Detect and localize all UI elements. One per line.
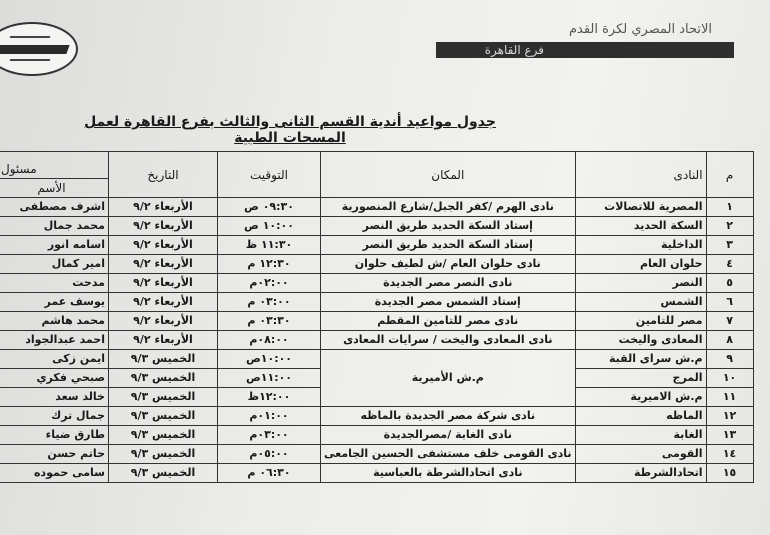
- responsible-name-cell: اسامه انور: [0, 236, 109, 255]
- venue-cell: إستاد السكة الحديد طريق النصر: [321, 236, 576, 255]
- row-number: ١٠: [706, 369, 753, 388]
- row-number: ٤: [706, 255, 753, 274]
- time-cell: ٠٩:٣٠ ص: [218, 198, 321, 217]
- date-cell: الأربعاء ٩/٢: [109, 331, 218, 350]
- time-cell: ١٢:٣٠ م: [218, 255, 321, 274]
- table-row: [0, 331, 753, 350]
- venue-cell: نادى الهرم /كفر الجبل/شارع المنصورية: [321, 198, 576, 217]
- row-number: ٧: [706, 312, 753, 331]
- responsible-name-cell: يوسف عمر: [0, 293, 109, 312]
- club-cell: القومى: [575, 445, 706, 464]
- venue-cell: نادى النصر مصر الجديدة: [321, 274, 576, 293]
- date-cell: الأربعاء ٩/٢: [109, 198, 218, 217]
- date-cell: الخميس ٩/٣: [109, 464, 218, 483]
- table-row: [0, 217, 753, 236]
- date-cell: الخميس ٩/٣: [109, 369, 218, 388]
- date-cell: الخميس ٩/٣: [109, 445, 218, 464]
- time-cell: ١٢:٠٠ظ: [218, 388, 321, 407]
- venue-cell: نادى مصر للتامين المقطم: [321, 312, 576, 331]
- time-cell: ٠٥:٠٠م: [218, 445, 321, 464]
- club-cell: اتحادالشرطة: [575, 464, 706, 483]
- club-cell: حلوان العام: [575, 255, 706, 274]
- venue-cell: م.ش الأميرية: [321, 350, 576, 407]
- time-cell: ٠٣:٠٠م: [218, 426, 321, 445]
- responsible-name-cell: ايمن زكى: [0, 350, 109, 369]
- table-row: [0, 407, 753, 426]
- table-row: [0, 464, 753, 483]
- row-number: ١١: [706, 388, 753, 407]
- time-cell: ٠٢:٠٠م: [218, 274, 321, 293]
- table-row: [0, 312, 753, 331]
- club-cell: م.ش الاميرية: [575, 388, 706, 407]
- club-cell: م.ش سراى القبة: [575, 350, 706, 369]
- venue-cell: نادى اتحادالشرطة بالعباسية: [321, 464, 576, 483]
- date-cell: الأربعاء ٩/٢: [109, 217, 218, 236]
- column-header-responsible: مسئول: [0, 152, 109, 179]
- table-row: [0, 445, 753, 464]
- responsible-name-cell: صبحي فكري: [0, 369, 109, 388]
- venue-cell: نادى القومى خلف مستشفى الحسين الجامعى: [321, 445, 576, 464]
- venue-cell: إستاد الشمس مصر الجديدة: [321, 293, 576, 312]
- date-cell: الأربعاء ٩/٢: [109, 293, 218, 312]
- club-cell: الغابة: [575, 426, 706, 445]
- column-header-club: النادى: [575, 152, 706, 198]
- federation-logo: [0, 22, 78, 76]
- time-cell: ٠٣:٣٠ م: [218, 312, 321, 331]
- date-cell: الخميس ٩/٣: [109, 407, 218, 426]
- time-cell: ٠٦:٣٠ م: [218, 464, 321, 483]
- responsible-name-cell: اشرف مصطفى: [0, 198, 109, 217]
- time-cell: ١٠:٠٠ص: [218, 350, 321, 369]
- club-cell: المرج: [575, 369, 706, 388]
- responsible-name-cell: طارق ضياء: [0, 426, 109, 445]
- club-cell: مصر للتامين: [575, 312, 706, 331]
- table-row: [0, 198, 753, 217]
- responsible-name-cell: مدحت: [0, 274, 109, 293]
- venue-cell: نادى المعادى واليخت / سرايات المعادى: [321, 331, 576, 350]
- branch-bar: فرع القاهرة: [436, 42, 734, 58]
- date-cell: الخميس ٩/٣: [109, 426, 218, 445]
- row-number: ٢: [706, 217, 753, 236]
- time-cell: ١٠:٠٠ ص: [218, 217, 321, 236]
- row-number: ١٣: [706, 426, 753, 445]
- club-cell: الشمس: [575, 293, 706, 312]
- responsible-name-cell: امير كمال: [0, 255, 109, 274]
- document-title: جدول مواعيد أندية القسم الثانى والثالث بفرع القاهرة لعمل المسحات الطبية: [84, 114, 496, 146]
- row-number: ١: [706, 198, 753, 217]
- row-number: ١٢: [706, 407, 753, 426]
- column-header-name: الأسم: [0, 179, 109, 198]
- venue-cell: نادى الغابة /مصرالجديدة: [321, 426, 576, 445]
- club-cell: الماظه: [575, 407, 706, 426]
- schedule-table: [0, 151, 754, 483]
- venue-cell: نادى حلوان العام /ش لطيف حلوان: [321, 255, 576, 274]
- logo-stripe-top: [10, 36, 51, 38]
- club-cell: النصر: [575, 274, 706, 293]
- schedule-body: [0, 198, 753, 483]
- row-number: ٥: [706, 274, 753, 293]
- time-cell: ١١:٣٠ ظ: [218, 236, 321, 255]
- table-row: [0, 274, 753, 293]
- column-header-date: التاريخ: [109, 152, 218, 198]
- table-row: [0, 293, 753, 312]
- time-cell: ١١:٠٠ص: [218, 369, 321, 388]
- column-header-venue: المكان: [321, 152, 576, 198]
- time-cell: ٠٣:٠٠ م: [218, 293, 321, 312]
- date-cell: الأربعاء ٩/٢: [109, 274, 218, 293]
- club-cell: المعادى واليخت: [575, 331, 706, 350]
- header-row: [0, 152, 753, 179]
- date-cell: الخميس ٩/٣: [109, 350, 218, 369]
- row-number: ١٥: [706, 464, 753, 483]
- date-cell: الأربعاء ٩/٢: [109, 255, 218, 274]
- club-cell: المصرية للاتصالات: [575, 198, 706, 217]
- club-cell: الداخلية: [575, 236, 706, 255]
- date-cell: الخميس ٩/٣: [109, 388, 218, 407]
- responsible-name-cell: محمد هاشم: [0, 312, 109, 331]
- responsible-name-cell: محمد جمال: [0, 217, 109, 236]
- row-number: ٩: [706, 350, 753, 369]
- date-cell: الأربعاء ٩/٢: [109, 312, 218, 331]
- table-row: [0, 255, 753, 274]
- row-number: ٨: [706, 331, 753, 350]
- federation-name: الاتحاد المصري لكرة القدم: [568, 22, 712, 37]
- logo-band: [0, 45, 70, 54]
- row-number: ١٤: [706, 445, 753, 464]
- responsible-name-cell: جمال ترك: [0, 407, 109, 426]
- time-cell: ٠١:٠٠م: [218, 407, 321, 426]
- date-cell: الأربعاء ٩/٢: [109, 236, 218, 255]
- responsible-name-cell: سامى حموده: [0, 464, 109, 483]
- row-number: ٦: [706, 293, 753, 312]
- table-row: [0, 350, 753, 369]
- table-row: [0, 236, 753, 255]
- club-cell: السكة الحديد: [575, 217, 706, 236]
- column-header-no: م: [706, 152, 753, 198]
- venue-cell: نادى شركة مصر الجديدة بالماظه: [321, 407, 576, 426]
- time-cell: ٠٨:٠٠م: [218, 331, 321, 350]
- responsible-name-cell: احمد عبدالجواد: [0, 331, 109, 350]
- responsible-name-cell: خالد سعد: [0, 388, 109, 407]
- venue-cell: إستاد السكة الحديد طريق النصر: [321, 217, 576, 236]
- row-number: ٣: [706, 236, 753, 255]
- responsible-name-cell: حاتم حسن: [0, 445, 109, 464]
- column-header-time: التوقيت: [218, 152, 321, 198]
- logo-stripe-bottom: [10, 59, 51, 61]
- table-row: [0, 426, 753, 445]
